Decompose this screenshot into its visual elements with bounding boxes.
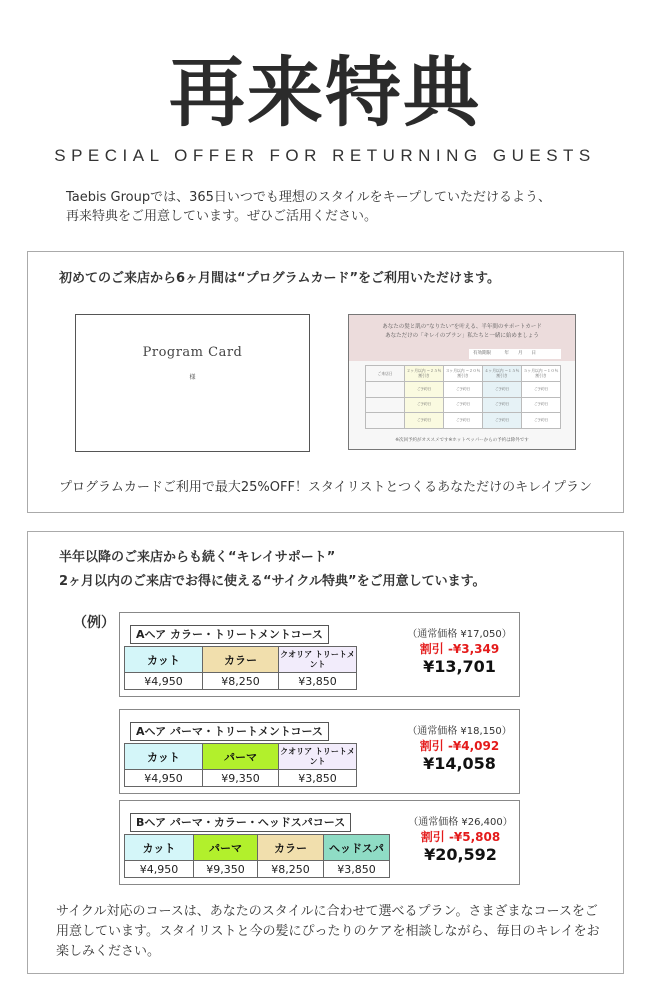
grid-header: ３ヶ月以内 −２０％割引き (444, 366, 483, 382)
grid-cell: ご予約日 (483, 397, 522, 413)
cycle-benefit-section (27, 531, 624, 974)
course-card (119, 709, 520, 794)
grid-cell: ご予約日 (405, 413, 444, 429)
grid-cell: ご予約日 (405, 397, 444, 413)
grid-cell: ご予約日 (444, 381, 483, 397)
grid-cell: ご予約日 (483, 413, 522, 429)
grid-header: ご来店日 (366, 366, 405, 382)
course-item-price: ¥3,850 (279, 770, 357, 787)
course-item-price: ¥9,350 (203, 770, 279, 787)
total-price: ¥13,701 (423, 657, 496, 676)
course-item-label: カラー (203, 647, 279, 673)
grid-cell (366, 381, 405, 397)
grid-cell: ご予約日 (522, 397, 561, 413)
cycle-heading-line-2: 2ヶ月以内のご来店でお得に使える“サイクル特典”をご用意しています。 (59, 574, 486, 589)
course-price-summary (404, 815, 517, 865)
course-item-price: ¥4,950 (125, 770, 203, 787)
card-schedule-grid (365, 365, 561, 429)
card-back-note: ※次回予約がオススメです※ホットペッパーからの予約は除外です (395, 438, 529, 443)
course-price-table (124, 646, 357, 690)
course-item-label: クオリア トリートメント (279, 647, 357, 673)
program-card-title: Program Card (142, 345, 243, 360)
course-name: Aヘア カラー・トリートメントコース (130, 625, 329, 644)
program-card-heading: 初めてのご来店から6ヶ月間は“プログラムカード”をご利用いただけます。 (59, 271, 500, 286)
regular-price: （通常価格 ¥17,050） (407, 629, 512, 640)
grid-cell: ご予約日 (483, 381, 522, 397)
program-card-front (75, 314, 310, 452)
course-item-label: パーマ (194, 835, 258, 861)
course-item-label: ヘッドスパ (324, 835, 390, 861)
course-item-price: ¥3,850 (279, 673, 357, 690)
discount-amount: 割引 -¥3,349 (419, 642, 500, 656)
course-item-price: ¥3,850 (324, 861, 390, 878)
grid-cell (366, 397, 405, 413)
course-item-label: カラー (258, 835, 324, 861)
course-item-price: ¥8,250 (258, 861, 324, 878)
card-back-line-1: あなたの髪と肌の“なりたい”を叶える、半年間のサポートカード (382, 324, 542, 330)
grid-cell (366, 413, 405, 429)
course-card (119, 612, 520, 697)
grid-cell: ご予約日 (522, 381, 561, 397)
course-item-label: カット (125, 647, 203, 673)
grid-cell: ご予約日 (522, 413, 561, 429)
course-item-label: カット (125, 744, 203, 770)
example-label: （例） (73, 615, 115, 631)
course-name: Aヘア パーマ・トリートメントコース (130, 722, 329, 741)
total-price: ¥14,058 (423, 754, 496, 773)
program-card-section (27, 251, 624, 513)
grid-cell: ご予約日 (444, 413, 483, 429)
discount-amount: 割引 -¥4,092 (419, 739, 500, 753)
course-item-price: ¥4,950 (125, 673, 203, 690)
course-item-label: カット (125, 835, 194, 861)
grid-cell: ご予約日 (405, 381, 444, 397)
intro-line-2: 再来特典をご用意しています。ぜひご活用ください。 (66, 209, 377, 224)
course-price-table (124, 743, 357, 787)
regular-price: （通常価格 ¥18,150） (407, 726, 512, 737)
card-back-line-2: あなただけの「キレイのプラン」私たちと一緒に始めましょう (385, 333, 539, 339)
cycle-heading-line-1: 半年以降のご来店からも続く“キレイサポート” (59, 550, 336, 565)
grid-header: ５ヶ月以内 −１０％割引き (522, 366, 561, 382)
course-item-label: パーマ (203, 744, 279, 770)
program-card-caption: プログラムカードご利用で最大25%OFF！スタイリストとつくるあなただけのキレイプラン (58, 480, 592, 495)
course-item-price: ¥4,950 (125, 861, 194, 878)
course-card (119, 800, 520, 885)
page-title: 再来特典 (169, 48, 481, 137)
course-price-summary (402, 627, 517, 677)
program-card-back (348, 314, 576, 450)
intro-line-1: Taebis Groupでは、365日いつでも理想のスタイルをキープしていただけるよう、 (66, 190, 552, 205)
grid-header: ４ヶ月以内 −１５％割引き (483, 366, 522, 382)
course-item-price: ¥9,350 (194, 861, 258, 878)
grid-cell: ご予約日 (444, 397, 483, 413)
course-price-summary (402, 724, 517, 774)
total-price: ¥20,592 (424, 845, 497, 864)
course-item-label: クオリア トリートメント (279, 744, 357, 770)
closing-text: サイクル対応のコースは、あなたのスタイルに合わせて選べるプラン。さまざまなコースをご用意しています。スタイリストと今の髪にぴったりのケアを相談しながら、毎日のキレイをお楽しみください。 (56, 904, 600, 959)
course-name: Bヘア パーマ・カラー・ヘッドスパコース (130, 813, 351, 832)
course-item-price: ¥8,250 (203, 673, 279, 690)
card-expiry: 有効期限 年 月 日 (469, 349, 561, 359)
program-card-honorific: 様 (189, 374, 196, 381)
grid-header: ２ヶ月以内 −２５％割引き (405, 366, 444, 382)
regular-price: （通常価格 ¥26,400） (408, 817, 513, 828)
course-price-table (124, 834, 390, 878)
page-subtitle: SPECIAL OFFER FOR RETURNING GUESTS (54, 146, 596, 165)
discount-amount: 割引 -¥5,808 (420, 830, 501, 844)
intro-text (66, 188, 606, 226)
